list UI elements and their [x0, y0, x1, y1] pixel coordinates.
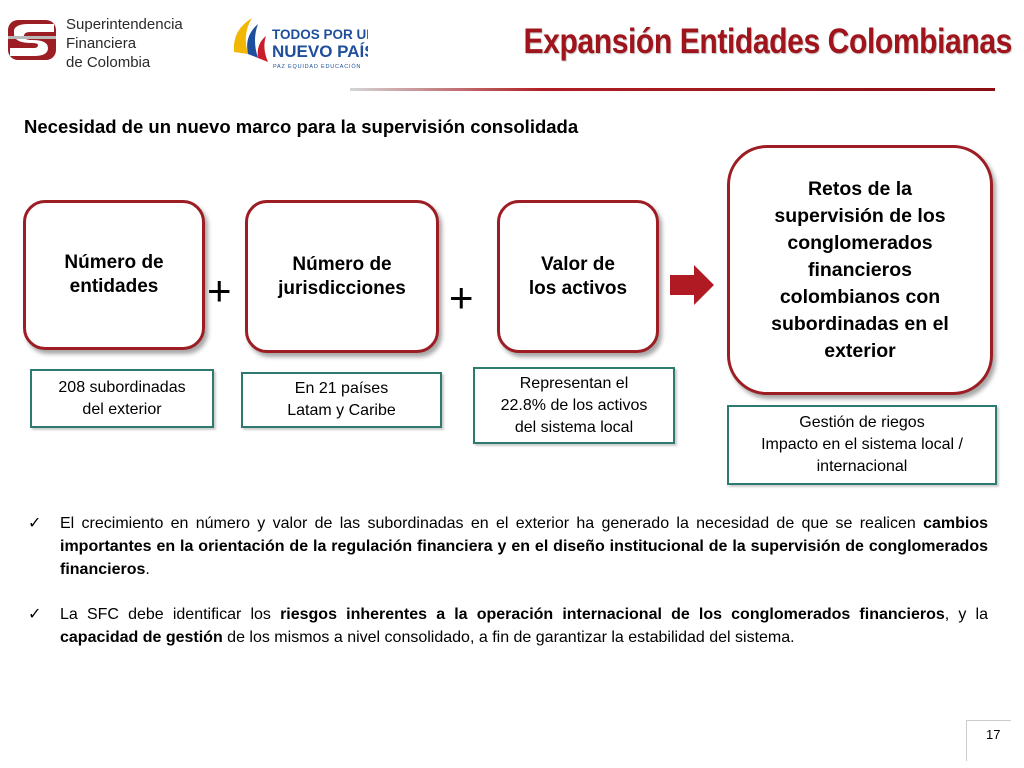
- info-box-subsidiaries: [30, 369, 214, 428]
- challenges-box: [727, 145, 993, 395]
- info-line: Gestión de riegos: [799, 414, 925, 431]
- org-name-line: Financiera: [66, 35, 137, 52]
- right-arrow-icon: [670, 265, 714, 305]
- plus-sign: +: [449, 274, 474, 321]
- info-line: 22.8% de los activos: [500, 396, 648, 414]
- box-line: subordinadas en el: [771, 312, 949, 335]
- info-line: del exterior: [82, 400, 162, 418]
- box-line: supervisión de los: [774, 204, 946, 227]
- campaign-logo-line: PAZ EQUIDAD EDUCACIÓN: [273, 64, 362, 70]
- factor-box-jurisdictions: [245, 200, 439, 353]
- info-line: En 21 países: [294, 380, 389, 397]
- info-line: Representan el: [519, 374, 629, 392]
- plus-sign: +: [207, 267, 232, 314]
- info-box-risk-management: [727, 405, 997, 485]
- info-box-countries: [241, 372, 442, 428]
- box-line: Valor de: [541, 253, 615, 275]
- box-line: exterior: [824, 339, 896, 362]
- box-line: financieros: [807, 258, 913, 281]
- bullet-item: [28, 603, 988, 649]
- info-line: internacional: [816, 458, 908, 475]
- bullet-part: .: [145, 561, 150, 578]
- bullet-part-bold: riesgos inherentes a la operación internacional de los conglomerados financieros: [280, 606, 945, 623]
- org-name-line: de Colombia: [66, 54, 151, 71]
- box-line: Número de: [292, 253, 392, 275]
- box-line: los activos: [528, 277, 628, 299]
- box-line: entidades: [69, 276, 159, 297]
- org-name-line: Superintendencia: [66, 16, 183, 33]
- section-subtitle: Necesidad de un nuevo marco para la supervisión consolidada: [24, 116, 579, 137]
- bullet-part-bold: cambios importantes en la orientación de la regulación financiera y en el diseño institucional de la supervisión de conglomerados financieros: [60, 515, 988, 578]
- box-line: conglomerados: [787, 231, 933, 254]
- info-line: Impacto en el sistema local /: [761, 436, 963, 453]
- box-line: jurisdicciones: [278, 277, 406, 299]
- bullet-part: de los mismos a nivel consolidado, a fin de garantizar la estabilidad del sistema.: [222, 629, 795, 646]
- bullet-part: El crecimiento en número y valor de las subordinadas en el exterior ha generado la necesidad de que se realicen: [60, 515, 924, 532]
- bullet-text: [60, 512, 988, 581]
- page-number: 17: [986, 727, 1001, 742]
- factor-box-assets: [497, 200, 659, 353]
- check-icon: ✓: [28, 515, 42, 532]
- box-line: colombianos con: [779, 285, 941, 308]
- box-line: Retos de la: [807, 177, 913, 200]
- todos-por-un-nuevo-pais-logo-icon: [228, 12, 368, 74]
- bullet-list: [28, 512, 988, 671]
- sfc-logo-icon: [8, 14, 56, 66]
- bullet-part: La SFC debe identificar los: [60, 606, 281, 623]
- org-name: [66, 15, 183, 72]
- check-icon: ✓: [28, 606, 42, 623]
- info-line: 208 subordinadas: [58, 378, 186, 396]
- page-title: Expansión Entidades Colombianas: [523, 22, 1012, 61]
- bullet-item: [28, 512, 988, 581]
- campaign-logo-line: TODOS POR UN: [272, 27, 368, 42]
- box-line: Número de: [64, 252, 164, 273]
- info-line: del sistema local: [514, 418, 634, 436]
- info-line: Latam y Caribe: [287, 402, 396, 419]
- factor-box-entities: [23, 200, 205, 350]
- bullet-part: , y la: [944, 606, 988, 623]
- bullet-part-bold: capacidad de gestión: [60, 629, 223, 646]
- header-divider: [350, 88, 995, 91]
- bullet-text: [60, 603, 988, 649]
- info-box-assets-share: [473, 367, 675, 444]
- campaign-logo-line: NUEVO PAÍS: [272, 42, 368, 61]
